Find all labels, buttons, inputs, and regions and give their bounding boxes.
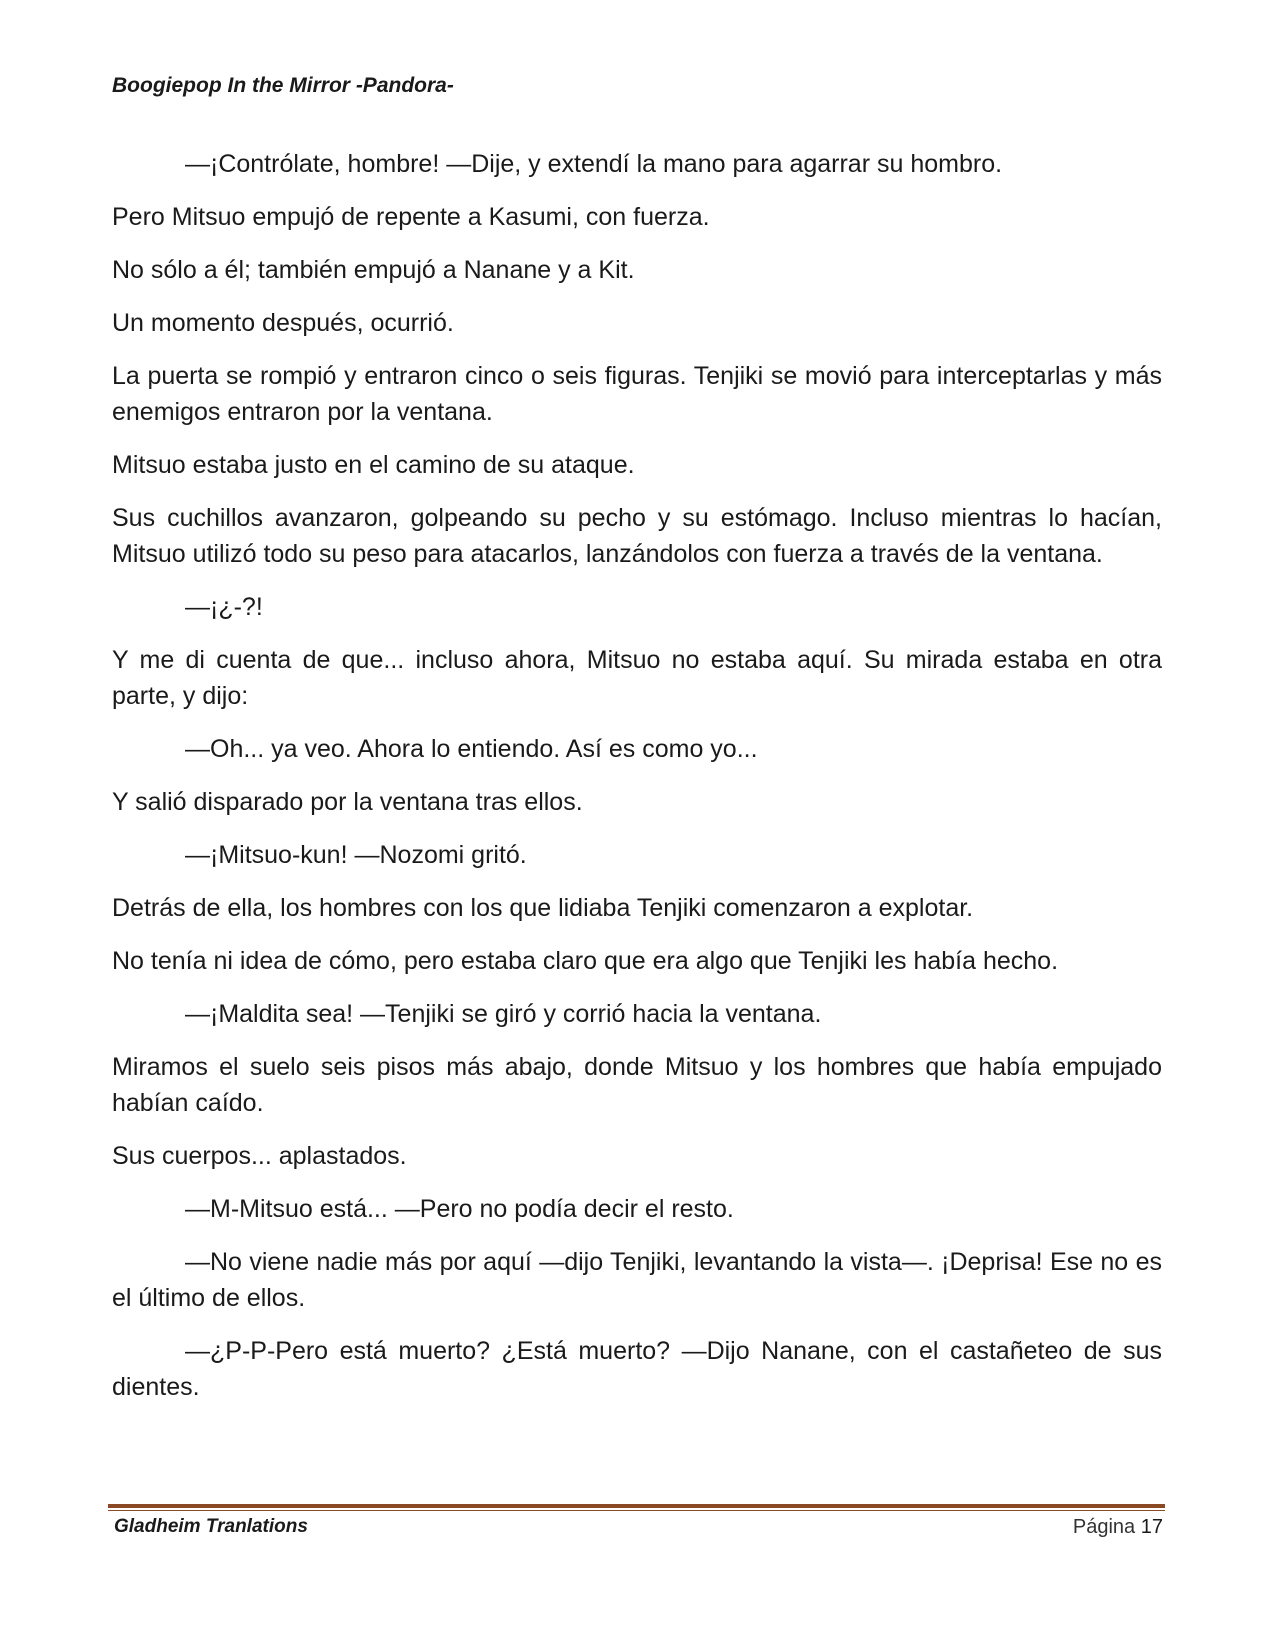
paragraph: La puerta se rompió y entraron cinco o seis figuras. Tenjiki se movió para interceptarlas y más enemigos entraron por la ventana. — [112, 362, 1162, 426]
footer-rule — [108, 1504, 1165, 1511]
page-number-value: 17 — [1140, 1516, 1163, 1538]
paragraph: Y salió disparado por la ventana tras ellos. — [112, 788, 583, 816]
page-label: Página — [1072, 1516, 1136, 1538]
dialog-paragraph: —No viene nadie más por aquí —dijo Tenjiki, levantando la vista—. ¡Deprisa! Ese no es el último de ellos. — [112, 1248, 1162, 1312]
paragraph: Y me di cuenta de que... incluso ahora, Mitsuo no estaba aquí. Su mirada estaba en otra parte, y dijo: — [112, 646, 1162, 710]
dialog-paragraph: —M-Mitsuo está... —Pero no podía decir el resto. — [185, 1195, 734, 1223]
paragraph: No tenía ni idea de cómo, pero estaba claro que era algo que Tenjiki les había hecho. — [112, 947, 1059, 975]
dialog-paragraph: —¿P-P-Pero está muerto? ¿Está muerto? —Dijo Nanane, con el castañeteo de sus dientes. — [112, 1337, 1162, 1401]
paragraph: Mitsuo estaba justo en el camino de su ataque. — [112, 451, 635, 479]
dialog-paragraph: —¡Mitsuo-kun! —Nozomi gritó. — [185, 841, 527, 869]
paragraph: Miramos el suelo seis pisos más abajo, donde Mitsuo y los hombres que había empujado habían caído. — [112, 1053, 1162, 1117]
dialog-paragraph: —¡Maldita sea! —Tenjiki se giró y corrió hacia la ventana. — [185, 1000, 822, 1028]
paragraph: Sus cuchillos avanzaron, golpeando su pecho y su estómago. Incluso mientras lo hacían, Mitsuo utilizó todo su peso para atacarlos, lanzándolos con fuerza a través de la ventana. — [112, 504, 1162, 568]
paragraph: Detrás de ella, los hombres con los que lidiaba Tenjiki comenzaron a explotar. — [112, 894, 974, 922]
page-body — [112, 146, 1162, 1422]
paragraph: Pero Mitsuo empujó de repente a Kasumi, con fuerza. — [112, 203, 710, 231]
paragraph: Un momento después, ocurrió. — [112, 309, 454, 337]
paragraph: No sólo a él; también empujó a Nanane y a Kit. — [112, 256, 635, 284]
dialog-paragraph: —¡¿-?! — [185, 593, 263, 621]
dialog-paragraph: —¡Contrólate, hombre! —Dije, y extendí la mano para agarrar su hombro. — [185, 150, 1003, 178]
page-number — [1073, 1516, 1163, 1539]
dialog-paragraph: —Oh... ya veo. Ahora lo entiendo. Así es como yo... — [185, 735, 758, 763]
footer-publisher: Gladheim Tranlations — [114, 1516, 308, 1537]
paragraph: Sus cuerpos... aplastados. — [112, 1142, 407, 1170]
running-header: Boogiepop In the Mirror -Pandora- — [112, 74, 454, 97]
